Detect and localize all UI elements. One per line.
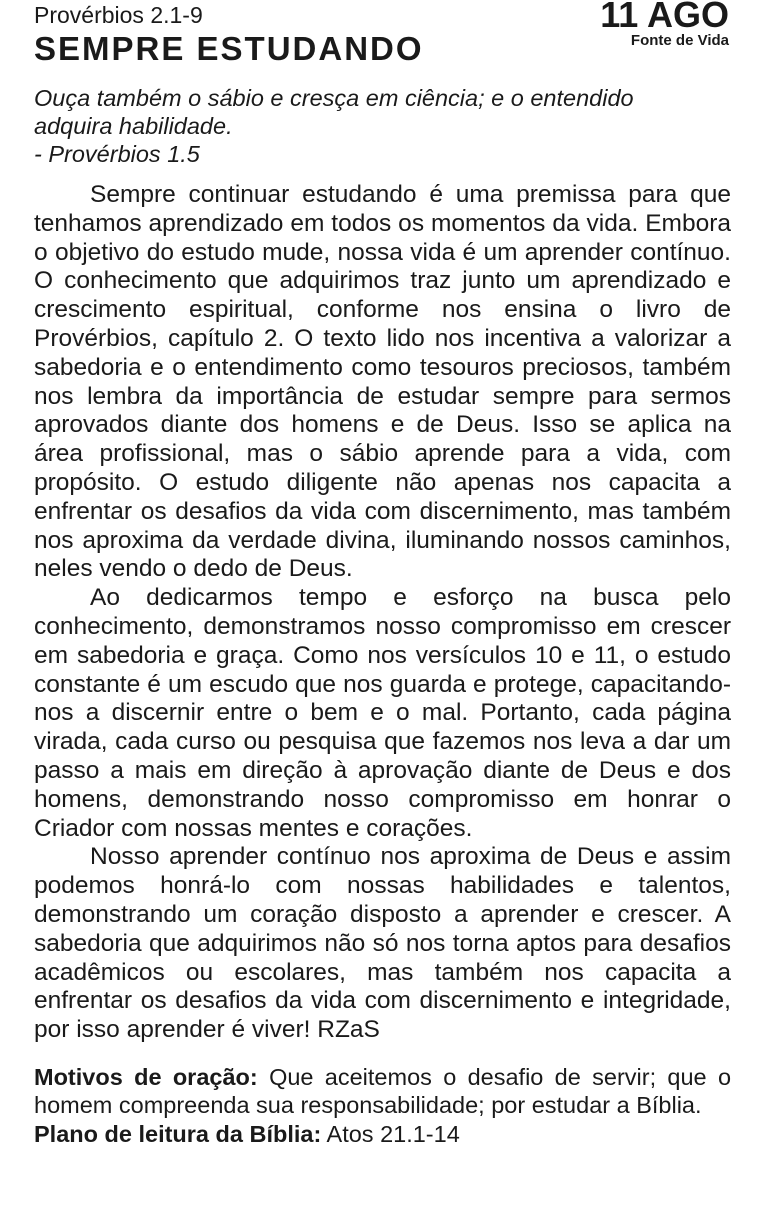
prayer-motives-label: Motivos de oração: bbox=[34, 1063, 258, 1090]
prayer-motives-text: Que aceitemos o desafio de servir; que o homem compreenda sua responsabilidade; por estudar a Bíblia. bbox=[34, 1063, 732, 1119]
paragraph-3: Nosso aprender contínuo nos aproxima de Deus e assim podemos honrá-lo com nossas habilidades e talentos, demonstrando um coração disposto a aprender e crescer. A sabedoria que adquirimos não só nos torna aptos para desafios acadêmicos ou escolares, mas também nos capacita a enfrentar os desafios da vida com discernimento e integridade, por isso aprender é viver! RZaS bbox=[34, 843, 731, 1044]
key-verse bbox=[34, 84, 731, 168]
bible-reading-reference: Provérbios 2.1-9 bbox=[34, 2, 203, 28]
key-verse-line-2: adquira habilidade. bbox=[34, 113, 233, 139]
key-verse-line-1: Ouça também o sábio e cresça em ciência; e o entendido bbox=[34, 85, 634, 111]
prayer-motives bbox=[34, 1063, 731, 1120]
source-label: Fonte de Vida bbox=[630, 32, 729, 49]
devotional-body bbox=[34, 181, 731, 1045]
key-verse-citation: - Provérbios 1.5 bbox=[34, 141, 200, 167]
page-footer bbox=[34, 1063, 731, 1149]
reading-plan-label: Plano de leitura da Bíblia: bbox=[34, 1120, 322, 1147]
date-label: 11 AGO bbox=[600, 0, 729, 35]
reading-plan-text: Atos 21.1-14 bbox=[326, 1120, 460, 1147]
paragraph-2: Ao dedicarmos tempo e esforço na busca pelo conhecimento, demonstramos nosso compromisso em crescer em sabedoria e graça. Como nos versículos 10 e 11, o estudo constante é um escudo que nos guarda e protege, capacitando-nos a discernir entre o bem e o mal. Portanto, cada página virada, cada curso ou pesquisa que fazemos nos leva a dar um passo a mais em direção à aprovação diante de Deus e dos homens, demonstrando nosso compromisso em honrar o Criador com nossas mentes e corações. bbox=[34, 584, 731, 842]
devotional-page bbox=[34, 0, 731, 1148]
paragraph-1: Sempre continuar estudando é uma premissa para que tenhamos aprendizado em todos os momentos da vida. Embora o objetivo do estudo mude, nossa vida é um aprender contínuo. O conhecimento que adquirimos traz junto um aprendizado e crescimento espiritual, conforme nos ensina o livro de Provérbios, capítulo 2. O texto lido nos incentiva a valorizar a sabedoria e o entendimento como tesouros preciosos, também nos lembra da importância de estudar sempre para sermos aprovados diante dos homens e de Deus. Isso se aplica na área profissional, mas o sábio aprende para a vida, com propósito. O estudo diligente não apenas nos capacita a enfrentar os desafios da vida com discernimento, mas também nos aproxima da verdade divina, iluminando nossos caminhos, neles vendo o dedo de Deus. bbox=[34, 181, 731, 583]
page-title: SEMPRE ESTUDANDO bbox=[34, 30, 424, 67]
reading-plan bbox=[34, 1120, 731, 1149]
page-header bbox=[34, 0, 731, 84]
